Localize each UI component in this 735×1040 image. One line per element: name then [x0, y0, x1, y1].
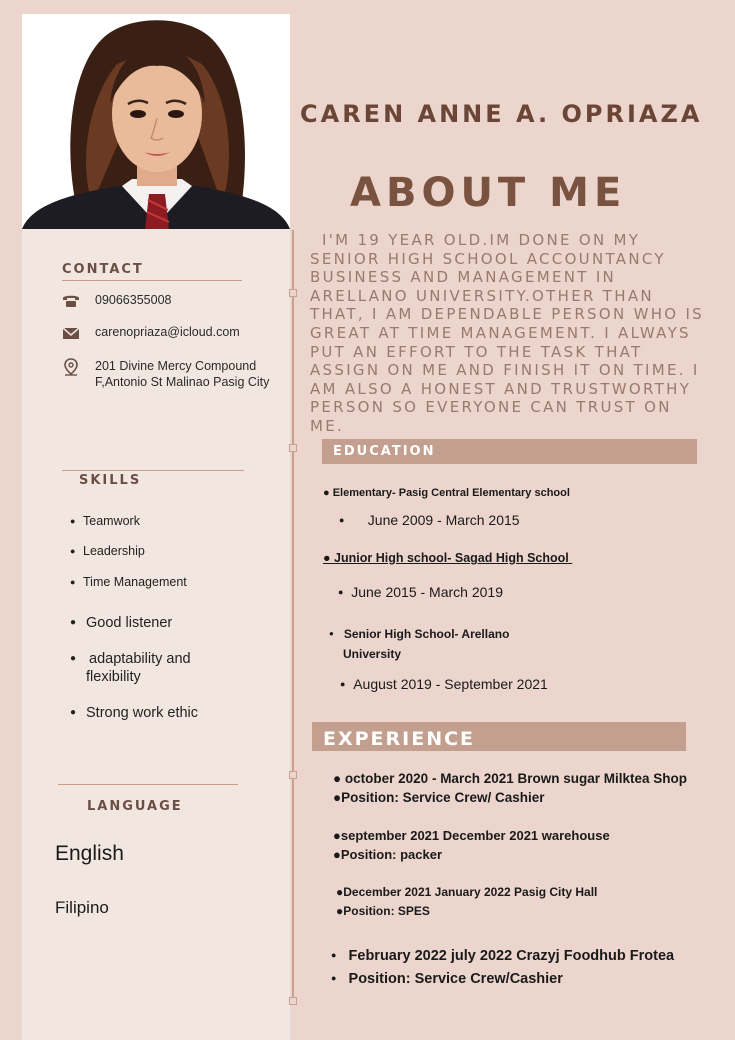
experience-item: ● october 2020 - March 2021 Brown sugar Milktea Shop ●Position: Service Crew/ Cashier [333, 771, 688, 805]
profile-photo [22, 14, 290, 229]
language-divider [58, 784, 238, 785]
about-title: ABOUT ME [350, 170, 627, 216]
experience-band [312, 722, 686, 751]
education-junior-high: ● Junior High school- Sagad High School [323, 551, 569, 565]
education-elementary-dates: ● June 2009 - March 2015 [339, 512, 520, 528]
email-address: carenopriaza@icloud.com [95, 325, 240, 339]
timeline-marker [289, 771, 297, 779]
experience-item: ●December 2021 January 2022 Pasig City Hall ●Position: SPES [336, 885, 598, 918]
phone-icon [62, 293, 80, 309]
education-elementary: ● Elementary- Pasig Central Elementary school [323, 487, 570, 499]
education-band [322, 439, 697, 464]
experience-item: ●september 2021 December 2021 warehouse ●Position: packer [333, 828, 610, 862]
timeline-marker [289, 997, 297, 1005]
contact-email-row [62, 325, 240, 341]
contact-title: CONTACT [62, 262, 144, 277]
address-line-1: 201 Divine Mercy Compound [95, 359, 257, 373]
experience-title: EXPERIENCE [323, 728, 476, 750]
skills-title: SKILLS [79, 473, 142, 488]
education-title: EDUCATION [333, 444, 436, 459]
contact-address-row [62, 358, 269, 390]
address-line-2: F,Antonio St Malinao Pasig City [95, 375, 270, 389]
language-item: English [55, 842, 124, 865]
address [95, 358, 269, 390]
location-pin-icon [62, 358, 80, 374]
experience-item: ● February 2022 july 2022 Crazyj Foodhub Frotea ● Position: Service Crew/Cashier [331, 948, 675, 987]
contact-phone-row [62, 293, 171, 309]
language-item: Filipino [55, 898, 109, 917]
skills-divider [62, 470, 244, 471]
timeline-marker [289, 444, 297, 452]
education-senior-high: ● Senior High School- Arellano University [329, 627, 510, 661]
language-title: LANGUAGE [87, 799, 183, 814]
envelope-icon [62, 325, 80, 341]
education-junior-high-dates: ● June 2015 - March 2019 [338, 584, 503, 600]
timeline-line [292, 230, 294, 1002]
education-senior-high-dates: ● August 2019 - September 2021 [340, 676, 548, 692]
contact-divider [62, 280, 242, 281]
timeline-marker [289, 289, 297, 297]
phone-number: 09066355008 [95, 293, 172, 307]
full-name: CAREN ANNE A. OPRIAZA [300, 100, 703, 128]
about-text: I'M 19 YEAR OLD.IM DONE ON MY SENIOR HIGH SCHOOL ACCOUNTANCY BUSINESS AND MANAGEMENT IN ARELLANO UNIVERSITY.OTHER THAN THAT, I AM DEPENDABLE PERSON WHO IS GREAT AT TIME MANAGEMENT. I ALWAYS PUT AN EFFORT TO THE TASK THAT ASSIGN ON ME AND FINISH IT ON TIME. I AM ALSO A HONEST AND TRUSTWORTHY PERSON SO EVERYONE CAN TRUST ON ME. [310, 231, 705, 435]
